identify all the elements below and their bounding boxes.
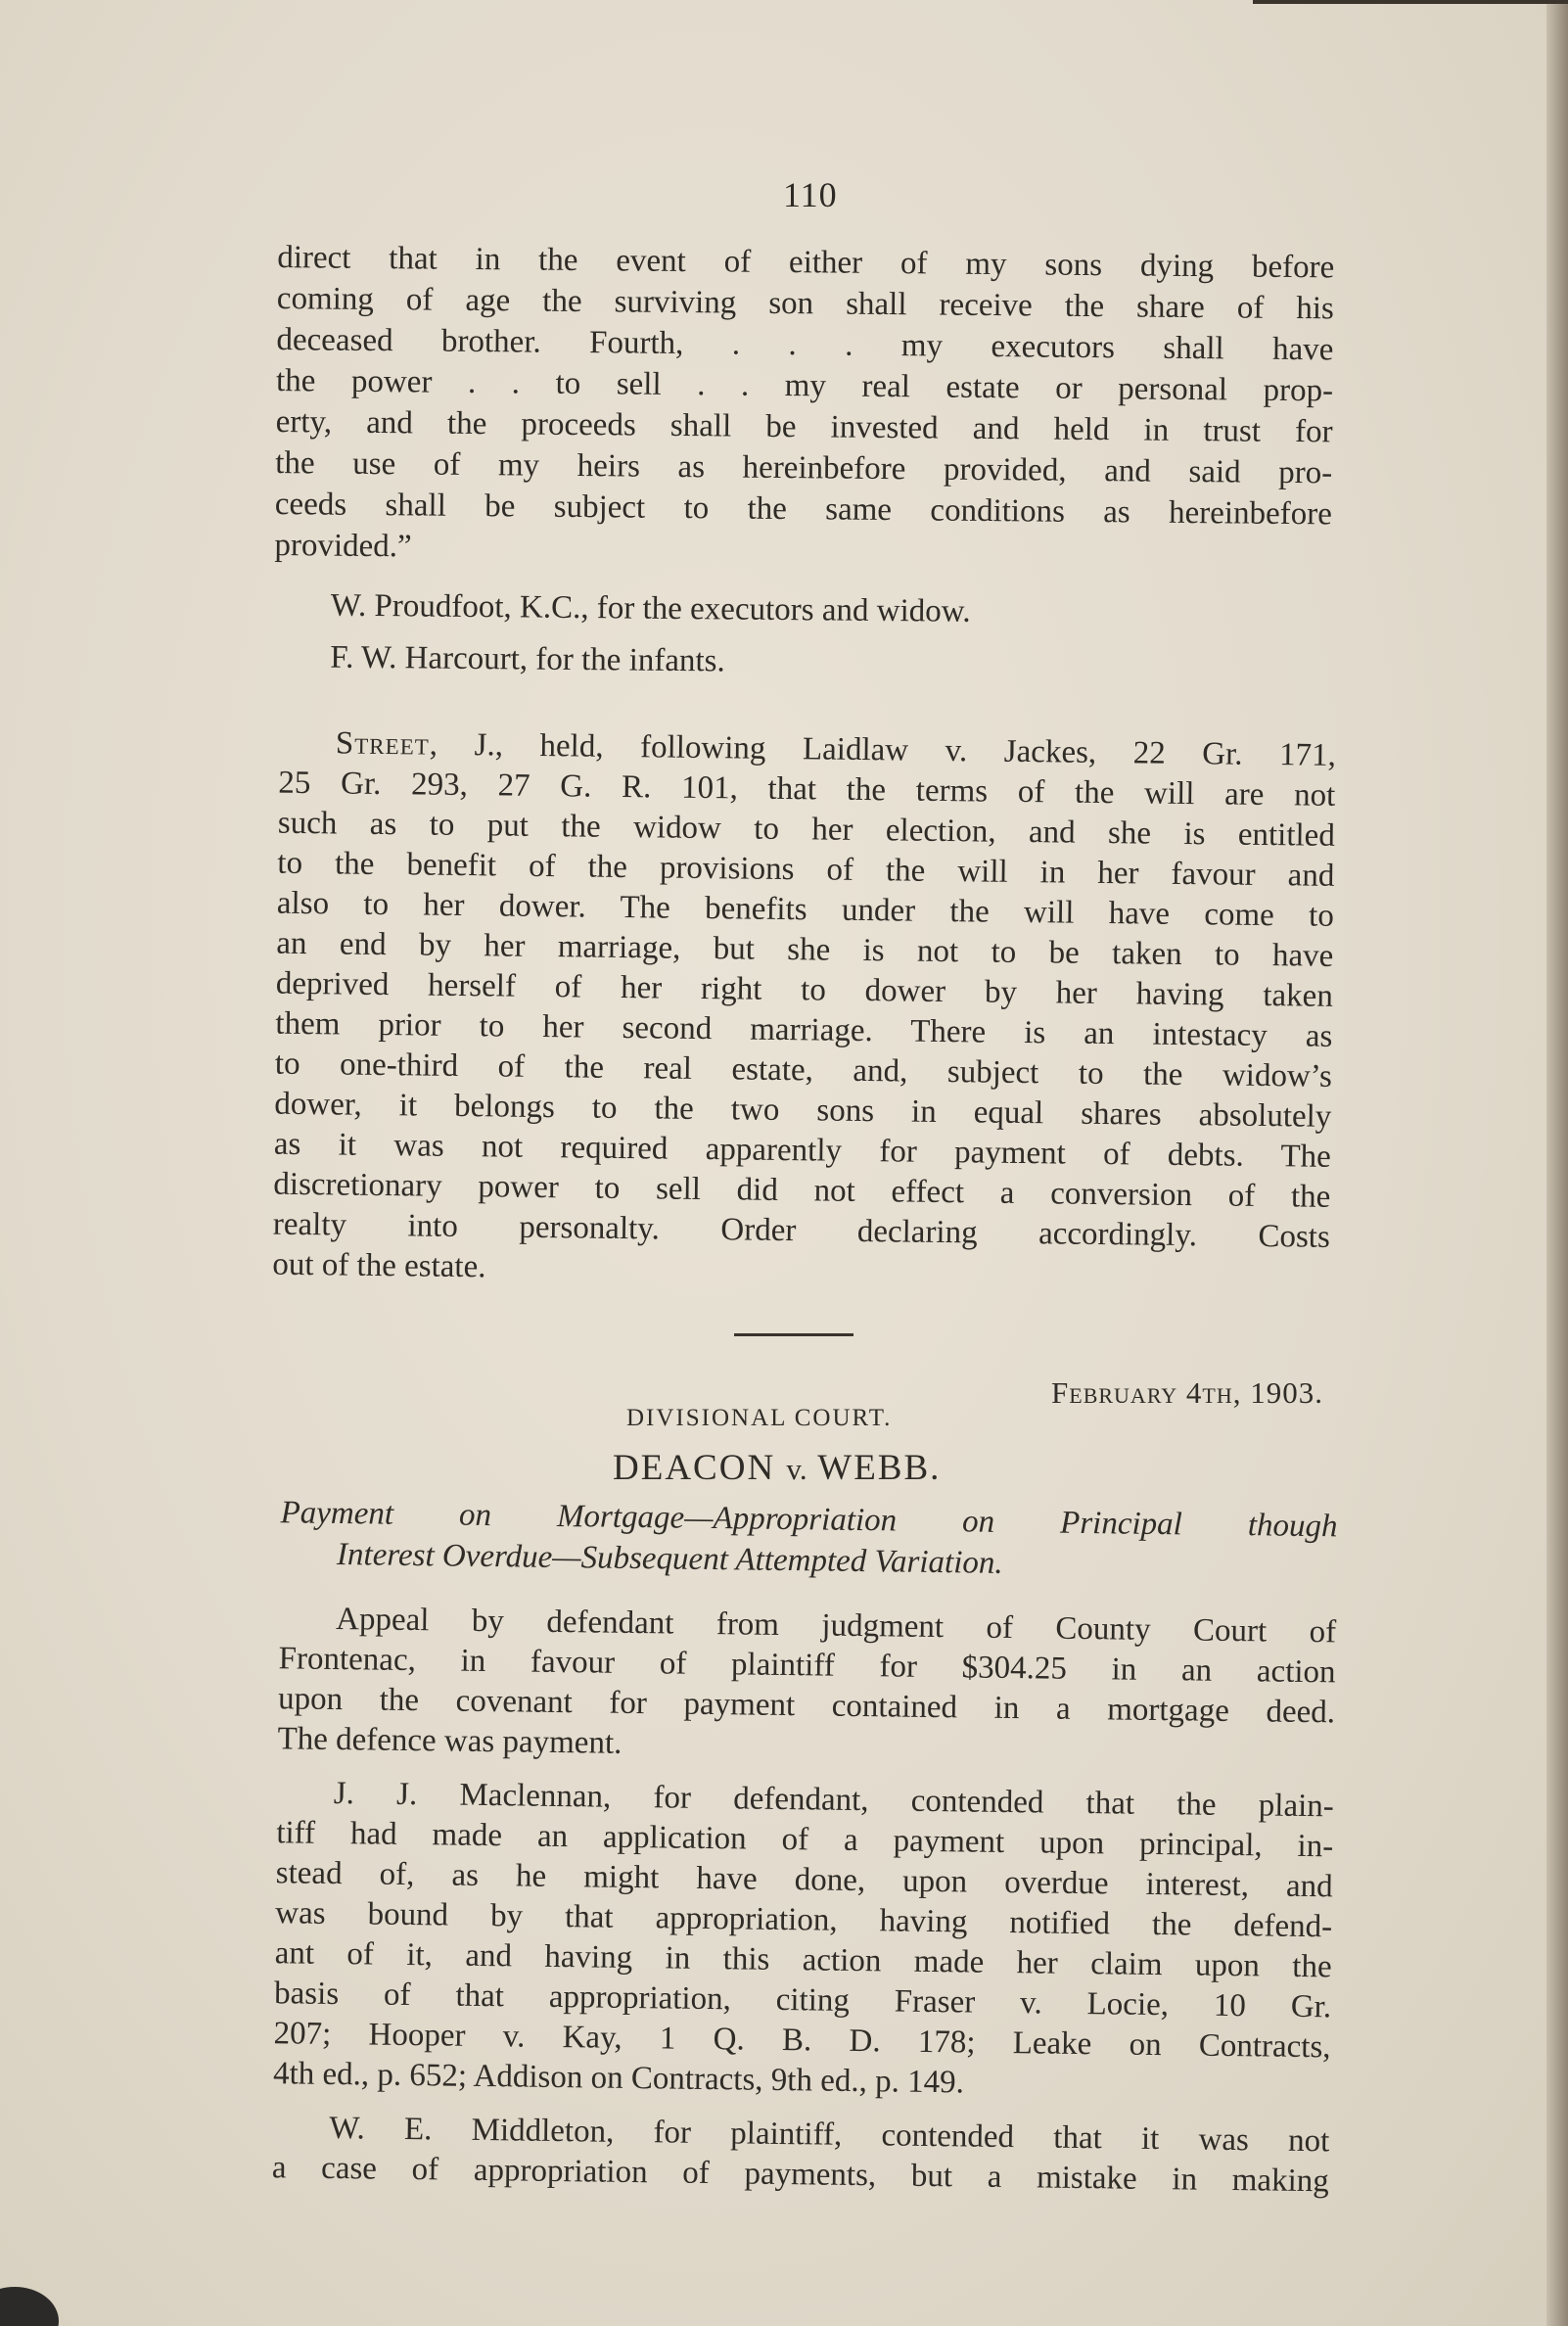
- text-line: Appeal by defendant from judgment of County Court of: [335, 1602, 1337, 1651]
- counsel-role: for the executors and widow.: [596, 590, 971, 629]
- text-line: ant of it, and having in this action made her claim upon the: [274, 1935, 1332, 1985]
- court-name: DIVISIONAL COURT.: [626, 1405, 893, 1431]
- judge-name: Street: [335, 725, 431, 763]
- versus: v.: [786, 1452, 807, 1486]
- corner-shadow: [0, 2287, 59, 2326]
- headnote-line: Payment on Mortgage—Appropriation on Principal though: [280, 1495, 1338, 1545]
- text-line: ceeds shall be subject to the same conditions as hereinbefore: [274, 487, 1332, 533]
- text-line: 25 Gr. 293, 27 G. R. 101, that the terms of the will are not: [278, 765, 1336, 814]
- text-line: Frontenac, in favour of plaintiff for $304.25 in an action: [278, 1641, 1336, 1691]
- text-line: was bound by that appropriation, having notified the defend-: [275, 1895, 1333, 1945]
- counsel-name: F. W. Harcourt,: [330, 639, 529, 677]
- text-line: tiff had made an application of a payment upon principal, in-: [276, 1815, 1334, 1865]
- page-edge: [1546, 0, 1568, 2326]
- page-edge-top: [1253, 0, 1568, 4]
- text-line: erty, and the proceeds shall be invested and held in trust for: [275, 404, 1333, 450]
- text-line: direct that in the event of either of my sons dying before: [277, 240, 1335, 286]
- text-line: provided.”: [274, 528, 412, 565]
- text-line: an end by her marriage, but she is not to be taken to have: [276, 925, 1334, 974]
- text-line: dower, it belongs to the two sons in equal shares absolutely: [274, 1086, 1332, 1135]
- text-line: coming of age the surviving son shall receive the share of his: [276, 281, 1335, 327]
- text-line: such as to put the widow to her election, and she is entitled: [277, 805, 1336, 854]
- defendant-name: WEBB.: [817, 1448, 942, 1488]
- plaintiff-name: DEACON: [613, 1448, 776, 1488]
- text-line: deceased brother. Fourth, . . . my executors shall have: [276, 322, 1334, 368]
- text-line: as it was not required apparently for payment of debts. The: [273, 1126, 1332, 1175]
- text-line: the use of my heirs as hereinbefore provided, and said pro-: [275, 445, 1333, 491]
- counsel-name: W. Proudfoot, K.C.,: [330, 587, 589, 627]
- text-line: stead of, as he might have done, upon overdue interest, and: [275, 1855, 1333, 1905]
- headnote-line: Interest Overdue—Subsequent Attempted Variation.: [336, 1537, 1003, 1581]
- text-line: deprived herself of her right to dower by her having taken: [275, 965, 1334, 1014]
- section-divider: [734, 1333, 853, 1336]
- text-line: The defence was payment.: [277, 1721, 623, 1761]
- text-line: basis of that appropriation, citing Fraser v. Locie, 10 Gr.: [273, 1976, 1332, 2025]
- counsel-role: for the infants.: [535, 641, 725, 679]
- text-line: realty into personalty. Order declaring accordingly. Costs: [272, 1206, 1331, 1255]
- text-line: discretionary power to sell did not effect a conversion of the: [273, 1166, 1331, 1215]
- counsel-line: [330, 640, 725, 680]
- text-line: 4th ed., p. 652; Addison on Contracts, 9th ed., p. 149.: [272, 2056, 965, 2101]
- case-title: [613, 1447, 941, 1489]
- text-line: W. E. Middleton, for plaintiff, contended that it was not: [329, 2110, 1330, 2160]
- text-line: them prior to her second marriage. There is an intestacy as: [275, 1005, 1333, 1054]
- text-line: upon the covenant for payment contained in a mortgage deed.: [277, 1681, 1336, 1731]
- text-line: to one-third of the real estate, and, subject to the widow’s: [274, 1046, 1333, 1094]
- text-line: the power . . to sell . . my real estate or personal prop-: [275, 363, 1334, 409]
- text-line: to the benefit of the provisions of the will in her favour and: [277, 845, 1335, 894]
- text-line: out of the estate.: [272, 1246, 486, 1285]
- text-run: , J., held, following Laidlaw v. Jackes, 22 Gr. 171,: [429, 726, 1337, 773]
- text-line: 207; Hooper v. Kay, 1 Q. B. D. 178; Leake on Contracts,: [273, 2016, 1331, 2066]
- counsel-line: [331, 588, 971, 630]
- text-line: also to her dower. The benefits under the will have come to: [276, 885, 1335, 934]
- text-line: J. J. Maclennan, for defendant, contended that the plain-: [333, 1775, 1334, 1825]
- case-date: February 4th, 1903.: [1051, 1375, 1323, 1410]
- page-number: 110: [783, 175, 838, 214]
- text-line: a case of appropriation of payments, but a mistake in making: [271, 2150, 1329, 2200]
